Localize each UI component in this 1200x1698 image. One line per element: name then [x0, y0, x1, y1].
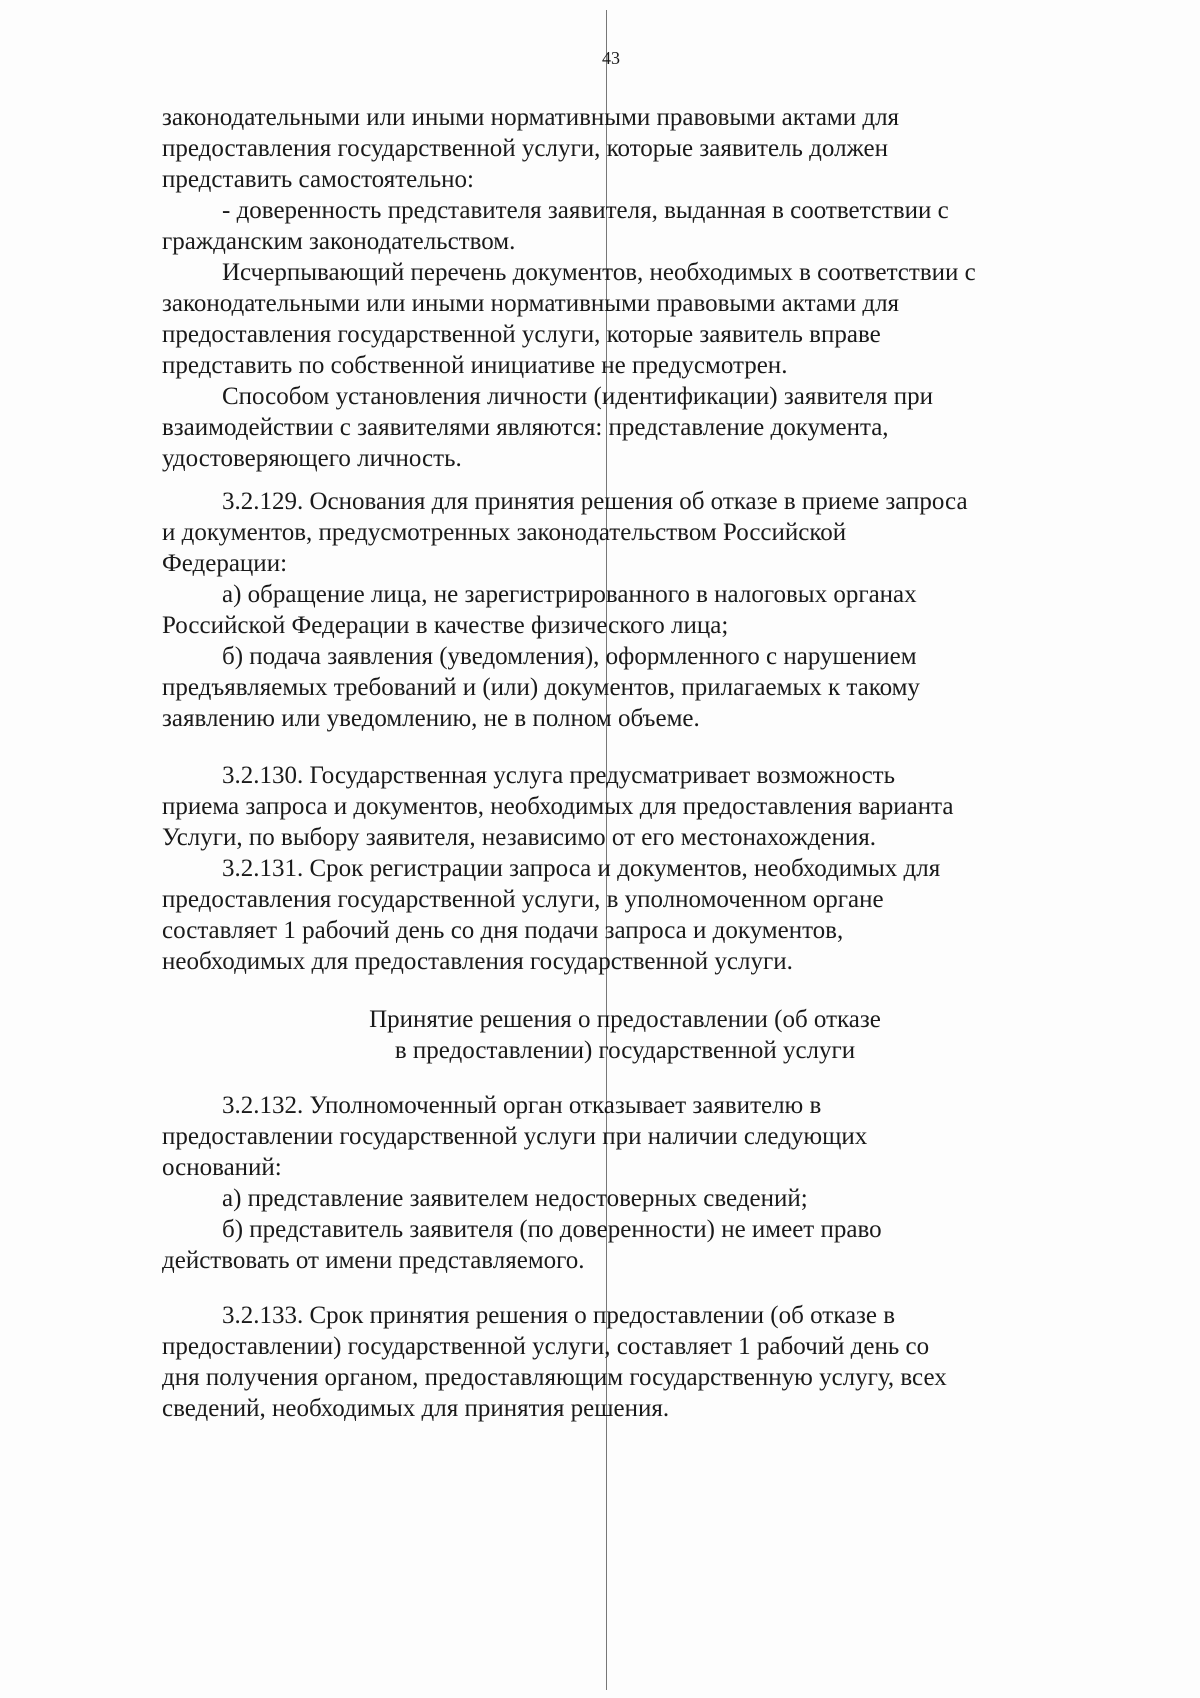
paragraph-3-2-133	[162, 1300, 1088, 1424]
text-line: а) обращение лица, не зарегистрированного в налоговых органах	[222, 581, 917, 608]
text-line: представить самостоятельно:	[162, 166, 474, 193]
text-line: оснований:	[162, 1154, 282, 1181]
text-line: предоставления государственной услуги, в уполномоченном органе	[162, 886, 884, 913]
section-heading-block	[162, 1004, 1088, 1066]
text-line: 3.2.129. Основания для принятия решения об отказе в приеме запроса	[222, 488, 968, 515]
text-line: заявлению или уведомлению, не в полном объеме.	[162, 705, 700, 732]
paragraph-3-2-129	[162, 486, 1088, 579]
text-line: б) представитель заявителя (по доверенности) не имеет право	[222, 1216, 882, 1243]
text-line: удостоверяющего личность.	[162, 445, 462, 472]
text-line: приема запроса и документов, необходимых для предоставления варианта	[162, 793, 954, 820]
text-line: предоставления государственной услуги, которые заявитель вправе	[162, 321, 881, 348]
paragraph-3-2-131	[162, 853, 1088, 977]
text-line: представить по собственной инициативе не предусмотрен.	[162, 352, 788, 379]
text-line: и документов, предусмотренных законодательством Российской	[162, 519, 847, 546]
text-line: Способом установления личности (идентификации) заявителя при	[222, 383, 934, 410]
paragraph-3-2-130	[162, 760, 1088, 853]
text-line: действовать от имени представляемого.	[162, 1247, 585, 1274]
heading-line: в предоставлении) государственной услуги	[394, 1037, 856, 1064]
text-line: Российской Федерации в качестве физического лица;	[162, 612, 729, 639]
text-line: дня получения органом, предоставляющим государственную услугу, всех	[162, 1364, 947, 1391]
heading-line: Принятие решения о предоставлении (об отказе	[369, 1006, 881, 1033]
text-block-2	[162, 486, 1088, 734]
text-line: 3.2.130. Государственная услуга предусматривает возможность	[222, 762, 895, 789]
text-line: Исчерпывающий перечень документов, необходимых в соответствии с	[222, 259, 976, 286]
text-line: предоставлении государственной услуги при наличии следующих	[162, 1123, 868, 1150]
text-block-3	[162, 760, 1088, 977]
text-line: сведений, необходимых для принятия решения.	[162, 1395, 670, 1422]
paragraph-item-a	[162, 579, 1088, 641]
text-line: предоставлении) государственной услуги, составляет 1 рабочий день со	[162, 1333, 930, 1360]
text-block-4	[162, 1090, 1088, 1276]
text-line: б) подача заявления (уведомления), оформленного с нарушением	[222, 643, 917, 670]
text-line: составляет 1 рабочий день со дня подачи запроса и документов,	[162, 917, 844, 944]
text-line: Федерации:	[162, 550, 288, 577]
text-line: 3.2.131. Срок регистрации запроса и документов, необходимых для	[222, 855, 941, 882]
text-line: законодательными или иными нормативными правовыми актами для	[162, 104, 900, 131]
page-number: 43	[602, 48, 620, 68]
paragraph-exhaustive-list	[162, 257, 1088, 381]
text-line: взаимодействии с заявителями являются: представление документа,	[162, 414, 889, 441]
paragraph-power-of-attorney	[162, 195, 1088, 257]
text-line: законодательными или иными нормативными правовыми актами для	[162, 290, 900, 317]
paragraph-item-b	[162, 641, 1088, 734]
text-line: предъявляемых требований и (или) документов, прилагаемых к такому	[162, 674, 920, 701]
text-block-5	[162, 1300, 1088, 1424]
text-line: предоставления государственной услуги, которые заявитель должен	[162, 135, 888, 162]
text-line: - доверенность представителя заявителя, выданная в соответствии с	[222, 197, 949, 224]
text-line: 3.2.133. Срок принятия решения о предоставлении (об отказе в	[222, 1302, 896, 1329]
text-line: гражданским законодательством.	[162, 228, 516, 255]
paragraph-3-2-132	[162, 1090, 1088, 1183]
paragraph-identification	[162, 381, 1088, 474]
paragraph-continuation	[162, 102, 1088, 195]
text-line: необходимых для предоставления государственной услуги.	[162, 948, 793, 975]
paragraph-refusal-item-b	[162, 1214, 1088, 1276]
text-line: а) представление заявителем недостоверных сведений;	[222, 1185, 808, 1212]
section-heading	[162, 1004, 1088, 1066]
text-line: Услуги, по выбору заявителя, независимо от его местонахождения.	[162, 824, 876, 851]
text-line: 3.2.132. Уполномоченный орган отказывает заявителю в	[222, 1092, 822, 1119]
paragraph-refusal-item-a	[162, 1183, 1088, 1214]
text-block-1	[162, 102, 1088, 474]
